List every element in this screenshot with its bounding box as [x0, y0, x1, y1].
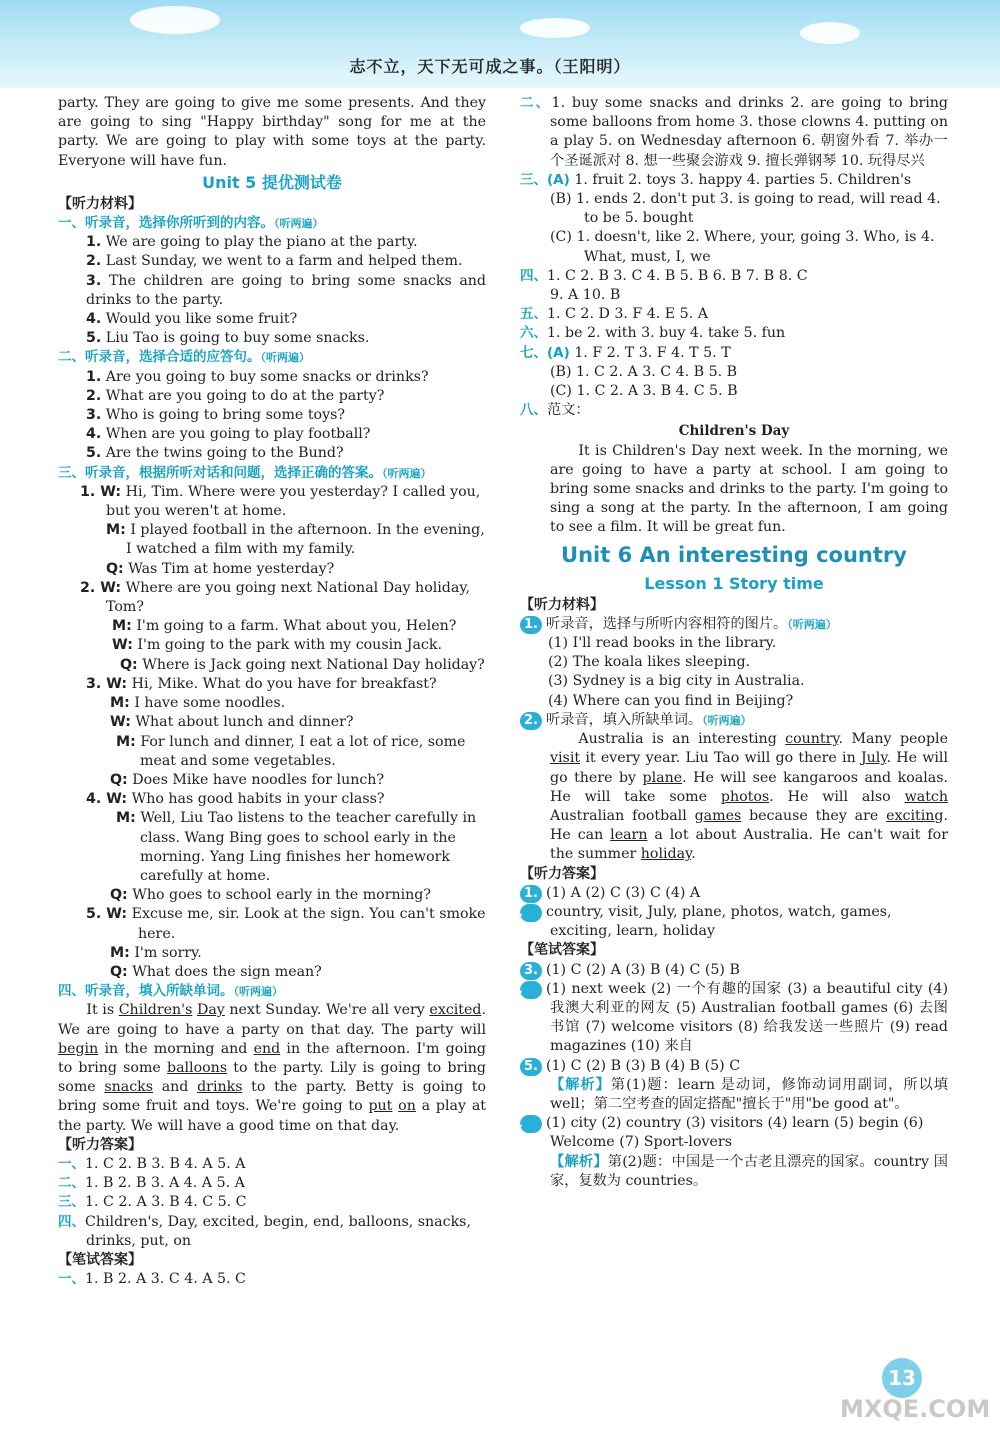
section-2-title: 二、听录音，选择合适的应答句。（听两遍） [58, 349, 310, 366]
list-item: 5. Liu Tao is going to buy some snacks. [86, 330, 370, 347]
written-answers-heading: 【笔试答案】 [58, 1251, 142, 1268]
list-item: 5. Are the twins going to the Bund? [86, 445, 344, 462]
cloud-decoration [800, 22, 860, 44]
motto: 志不立，天下无可成之事。（王阳明） [349, 57, 631, 76]
answer-block-3c: (C) 1. doesn't, like 2. Where, your, going 3. Who, is 4. What, must, I, we [550, 229, 935, 265]
answer-block-3b: (B) 1. ends 2. don't put 3. is going to read, will read 4. to be 5. bought [550, 191, 941, 227]
listening-material-heading: 【听力材料】 [520, 596, 604, 613]
answer-row: 5. (1) C (2) B (3) B (4) B (5) C [520, 1057, 948, 1076]
dialogue-line: M: I'm going to a farm. What about you, Helen? [112, 618, 457, 635]
answer-block-5: 五、1. C 2. D 3. F 4. E 5. A [520, 306, 708, 323]
fill-blank-passage: Australia is an interesting country. Many people visit it every year. Liu Tao will go there in July. He will go there by plane. He will see kangaroos and koalas. He will take some photos. He will also watch Australian football games because they are exciting. He can learn a lot about Australia. He can't wait for the summer holiday. [550, 731, 949, 863]
dialogue-line: Q: Does Mike have noodles for lunch? [110, 771, 385, 788]
fill-blank-passage: It is Children's Day next Sunday. We're all very excited. We are going to have a party on that day. The party will begin in the morning and end in the afternoon. I'm going to bring some balloons to the party. Lily is going to bring some snacks and drinks to the party. Betty is going to bring some fruit and toys. We're going to put on a play at the party. We will have a good time on that day. [58, 1002, 487, 1134]
lesson-title: Lesson 1 Story time [644, 573, 824, 593]
right-column [509, 94, 949, 1191]
answer-row: 3. (1) C (2) A (3) B (4) C (5) B [520, 961, 948, 980]
question-2-title: 2. 听录音，填入所缺单词。（听两遍） [520, 711, 948, 730]
question-1-title: 1. 听录音，选择与所听内容相符的图片。（听两遍） [520, 615, 948, 634]
dialogue-line: 2. W: Where are you going next National Day holiday, Tom? [80, 579, 470, 616]
answer-block-2: 二、1. buy some snacks and drinks 2. are going to bring some balloons from home 3. those clowns 4. putting on a play 5. on Wednesday afternoon 6. 朝窗外看 7. 举办一个圣诞派对 8. 想一些聚会游戏 9. 擅长弹钢琴 10. 玩得尽兴 [520, 95, 948, 169]
list-item: 1. We are going to play the piano at the party. [86, 234, 418, 251]
listening-answers-heading: 【听力答案】 [58, 1136, 142, 1153]
dialogue-line: M: For lunch and dinner, I eat a lot of rice, some meat and some vegetables. [116, 733, 466, 769]
list-item: 4. Would you like some fruit? [86, 311, 298, 328]
dialogue-line: W: What about lunch and dinner? [110, 714, 354, 731]
left-column [58, 94, 486, 1289]
list-item: 3. The children are going to bring some snacks and drinks to the party. [86, 272, 487, 308]
section-1-title: 一、听录音，选择你所听到的内容。（听两遍） [58, 215, 324, 232]
list-item: (4) Where can you find in Beijing? [548, 692, 794, 709]
dialogue-line: Q: Was Tim at home yesterday? [106, 560, 335, 577]
dialogue-list [58, 483, 486, 982]
dialogue-line: M: I'm sorry. [110, 944, 202, 961]
dialogue-line: Q: Who goes to school early in the morning? [110, 887, 431, 904]
dialogue-line: W: I'm going to the park with my cousin Jack. [112, 637, 442, 654]
essay-paragraph: It is Children's Day next week. In the morning, we are going to have a party at school. I am going to bring some snacks and drinks to the party. I'm going to sing a song at the party. In the afternoon, I am going to see a film. It will be great fun. [550, 442, 948, 536]
section-3-title: 三、听录音，根据所听对话和问题，选择正确的答案。（听两遍） [58, 464, 432, 481]
watermark: MXQE.COM [840, 1395, 991, 1423]
list-item: (2) The koala likes sleeping. [548, 654, 751, 671]
written-answers-heading: 【笔试答案】 [520, 942, 604, 959]
answer-row: 6. (1) city (2) country (3) visitors (4) learn (5) begin (6) Welcome (7) Sport-lovers [509, 1115, 924, 1151]
answer-block-7c: (C) 1. C 2. A 3. B 4. C 5. B [550, 383, 738, 400]
explanation: 【解析】第(1)题：learn 是动词，修饰动词用副词，所以填 well；第二空考查的固定搭配"擅长于"用"be good at"。 [550, 1076, 948, 1112]
list-item: 4. When are you going to play football? [86, 426, 371, 443]
top-banner [0, 0, 1000, 88]
answer-block-7b: (B) 1. C 2. A 3. C 4. B 5. B [550, 363, 738, 380]
answer-block-8: 八、范文： [520, 402, 590, 419]
answer-row: 二、1. B 2. B 3. A 4. A 5. A [58, 1175, 245, 1192]
list-item: 3. Who is going to bring some toys? [86, 407, 345, 424]
answer-block-7a: 七、(A) 1. F 2. T 3. F 4. T 5. T [520, 344, 731, 361]
page-number: 13 [882, 1358, 922, 1398]
dialogue-line: 3. W: Hi, Mike. What do you have for breakfast? [86, 675, 437, 692]
dialogue-line: Q: What does the sign mean? [110, 963, 322, 980]
dialogue-line: M: Well, Liu Tao listens to the teacher carefully in class. Wang Bing goes to school early in the morning. Yang Ling finishes her homework carefully at home. [116, 810, 477, 884]
answer-row: 4. (1) next week (2) 一个有趣的国家 (3) a beautiful city (4) 我澳大利亚的网友 (5) Australian football games (6) 去图书馆 (7) welcome visitors (8) 给我发送一些照片 (9) read magazines (10) 来自 [509, 980, 948, 1055]
dialogue-line: 4. W: Who has good habits in your class? [86, 791, 385, 808]
cloud-decoration [130, 6, 220, 34]
list-item: 1. Are you going to buy some snacks or drinks? [86, 368, 429, 385]
cloud-decoration [520, 18, 590, 38]
answer-row: 一、1. C 2. B 3. B 4. A 5. A [58, 1155, 246, 1172]
answer-row: 三、1. C 2. A 3. B 4. C 5. C [58, 1194, 247, 1211]
unit5-title: Unit 5 提优测试卷 [202, 172, 342, 192]
dialogue-line: M: I have some noodles. [110, 695, 286, 712]
answer-row: 一、1. B 2. A 3. C 4. A 5. C [58, 1271, 246, 1288]
answer-block-4b: 9. A 10. B [550, 287, 621, 304]
dialogue-line: Q: Where is Jack going next National Day holiday? [120, 656, 485, 673]
answer-row: 2. country, visit, July, plane, photos, watch, games, exciting, learn, holiday [509, 903, 892, 940]
explanation: 【解析】第(2)题：中国是一个古老且漂亮的国家。country 国家，复数为 countries。 [550, 1153, 948, 1189]
list-item: (1) I'll read books in the library. [548, 635, 777, 652]
listening-answers-heading: 【听力答案】 [520, 865, 604, 882]
essay-title: Children's Day [678, 423, 790, 440]
dialogue-line: M: I played football in the afternoon. In the evening, I watched a film with my family. [106, 522, 485, 558]
answer-block-6: 六、1. be 2. with 3. buy 4. take 5. fun [520, 325, 786, 342]
answer-row: 四、Children's, Day, excited, begin, end, balloons, snacks, drinks, put, on [58, 1213, 471, 1249]
intro-paragraph: party. They are going to give me some presents. And they are going to sing "Happy birthday" song for me at the party. We are going to play with some toys at the party. Everyone will have fun. [58, 95, 486, 169]
listening-material-heading: 【听力材料】 [58, 195, 142, 212]
answer-block-3a: 三、(A) 1. fruit 2. toys 3. happy 4. parties 5. Children's [520, 171, 912, 188]
answer-block-4: 四、1. C 2. B 3. C 4. B 5. B 6. B 7. B 8. C [520, 267, 808, 284]
dialogue-line: 5. W: Excuse me, sir. Look at the sign. You can't smoke here. [86, 906, 486, 942]
list-item: 2. What are you going to do at the party? [86, 387, 385, 404]
unit6-title: Unit 6 An interesting country [561, 542, 907, 567]
dialogue-line: 1. W: Hi, Tim. Where were you yesterday? I called you, but you weren't at home. [80, 483, 481, 520]
list-item: (3) Sydney is a big city in Australia. [548, 673, 805, 690]
answer-row: 1. (1) A (2) C (3) C (4) A [520, 884, 948, 903]
section-4-title: 四、听录音，填入所缺单词。（听两遍） [58, 983, 283, 1000]
list-item: 2. Last Sunday, we went to a farm and helped them. [86, 253, 463, 270]
